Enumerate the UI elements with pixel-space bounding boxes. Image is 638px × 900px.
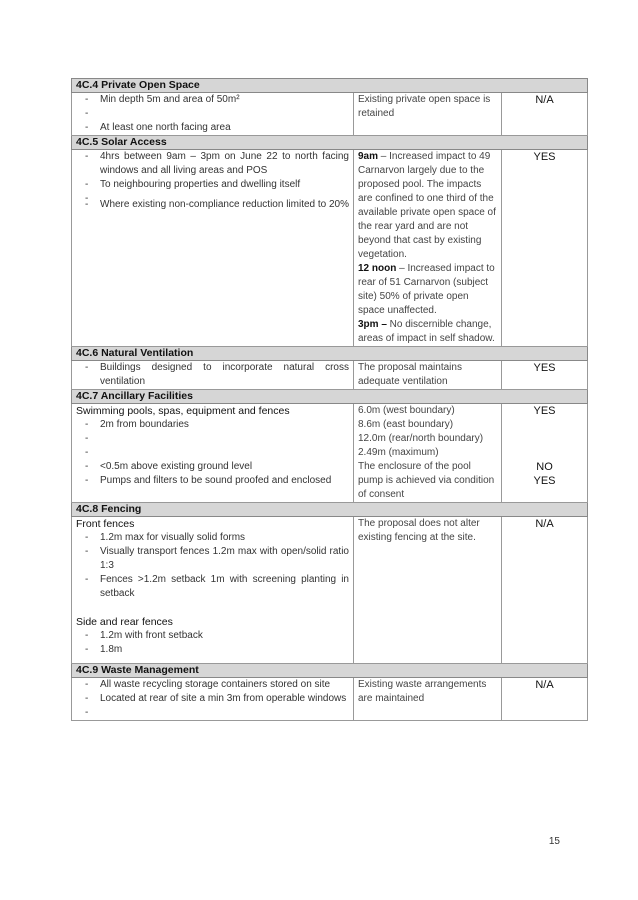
control-item: - 1.8m [76, 643, 349, 657]
compliance-table [71, 78, 588, 721]
section-row-4c4 [72, 93, 588, 136]
compliance-cell: N/A [502, 93, 588, 136]
assessment-cell [354, 404, 502, 503]
section-header-4c4 [72, 79, 588, 93]
controls-cell [72, 150, 354, 347]
control-item: - At least one north facing area [76, 121, 349, 135]
compliance-cell: YES [502, 150, 588, 347]
spacer [76, 657, 349, 663]
control-item [76, 706, 349, 720]
spacer [76, 107, 349, 121]
section-row-4c6 [72, 361, 588, 390]
control-item: - All waste recycling storage containers stored on site [76, 678, 349, 692]
compliance-cell [502, 404, 588, 503]
section-header-4c5 [72, 136, 588, 150]
controls-cell [72, 404, 354, 503]
controls-cell [72, 93, 354, 136]
section-header-4c7 [72, 390, 588, 404]
assessment-line: 8.6m (east boundary) [358, 419, 454, 430]
section-row-4c8 [72, 517, 588, 664]
assessment-cell [354, 150, 502, 347]
compliance-table-page [71, 78, 587, 721]
control-item: - To neighbouring properties and dwelling itself [76, 178, 349, 192]
control-item: - Visually transport fences 1.2m max with open/solid ratio 1:3 [76, 545, 349, 573]
control-item: - 4hrs between 9am – 3pm on June 22 to north facing windows and all living areas and POS [76, 150, 349, 178]
assessment-cell: Existing waste arrangements are maintained [354, 678, 502, 721]
assessment-label: 3pm – [358, 319, 387, 330]
assessment-label: 9am [358, 151, 379, 162]
assessment-text: No discernible change, areas of impact in self shadow. [358, 319, 495, 344]
compliance-cell: N/A [502, 678, 588, 721]
compliance-cell: N/A [502, 517, 588, 664]
controls-cell [72, 361, 354, 390]
controls-cell [72, 517, 354, 664]
assessment-cell: Existing private open space is retained [354, 93, 502, 136]
control-item: - Fences >1.2m setback 1m with screening planting in setback [76, 573, 349, 601]
control-item: - Located at rear of site a min 3m from operable windows [76, 692, 349, 706]
spacer [76, 432, 349, 446]
section-title: 4C.7 Ancillary Facilities [72, 390, 588, 404]
assessment-line: 2.49m (maximum) [358, 447, 439, 458]
control-item: - Buildings designed to incorporate natural cross ventilation [76, 361, 349, 389]
control-item: - Pumps and filters to be sound proofed and enclosed [76, 474, 349, 488]
subheading: Swimming pools, spas, equipment and fences [76, 405, 290, 417]
assessment-line: 6.0m (west boundary) [358, 405, 455, 416]
compliance-value: YES [533, 405, 556, 417]
control-item: - Min depth 5m and area of 50m² [76, 93, 349, 107]
subheading: Front fences [76, 518, 135, 530]
section-title: 4C.5 Solar Access [72, 136, 588, 150]
spacer [76, 446, 349, 460]
compliance-value: NO [536, 461, 553, 473]
section-row-4c9 [72, 678, 588, 721]
assessment-text: – Increased impact to 49 Carnarvon largely due to the proposed pool. The impacts are confined to one third of the available private open space of the rear yard and are not beyond that cast by existing vegetation. [358, 151, 496, 260]
controls-cell [72, 678, 354, 721]
control-item: - Where existing non-compliance reduction limited to 20% [76, 198, 349, 212]
section-row-4c5 [72, 150, 588, 347]
assessment-label: 12 noon [358, 263, 397, 274]
section-row-4c7 [72, 404, 588, 503]
section-title: 4C.8 Fencing [72, 503, 588, 517]
section-header-4c9 [72, 664, 588, 678]
page-number: 15 [548, 836, 560, 847]
compliance-value: YES [533, 475, 556, 487]
spacer [506, 418, 583, 460]
assessment-text: – Increased impact to rear of 51 Carnarvon (subject site) 50% of private open space unaffected. [358, 263, 495, 316]
control-item: - <0.5m above existing ground level [76, 460, 349, 474]
spacer [76, 601, 349, 615]
control-item: - 1.2m max for visually solid forms [76, 531, 349, 545]
section-title: 4C.9 Waste Management [72, 664, 588, 678]
section-header-4c8 [72, 503, 588, 517]
assessment-cell: The proposal does not alter existing fencing at the site. [354, 517, 502, 664]
section-header-4c6 [72, 347, 588, 361]
assessment-line: The enclosure of the pool pump is achieved via condition of consent [358, 461, 495, 500]
section-title: 4C.6 Natural Ventilation [72, 347, 588, 361]
compliance-cell: YES [502, 361, 588, 390]
assessment-cell: The proposal maintains adequate ventilation [354, 361, 502, 390]
control-item: - 2m from boundaries [76, 418, 349, 432]
control-item: - 1.2m with front setback [76, 629, 349, 643]
section-title: 4C.4 Private Open Space [72, 79, 588, 93]
subheading: Side and rear fences [76, 616, 173, 628]
assessment-line: 12.0m (rear/north boundary) [358, 433, 484, 444]
